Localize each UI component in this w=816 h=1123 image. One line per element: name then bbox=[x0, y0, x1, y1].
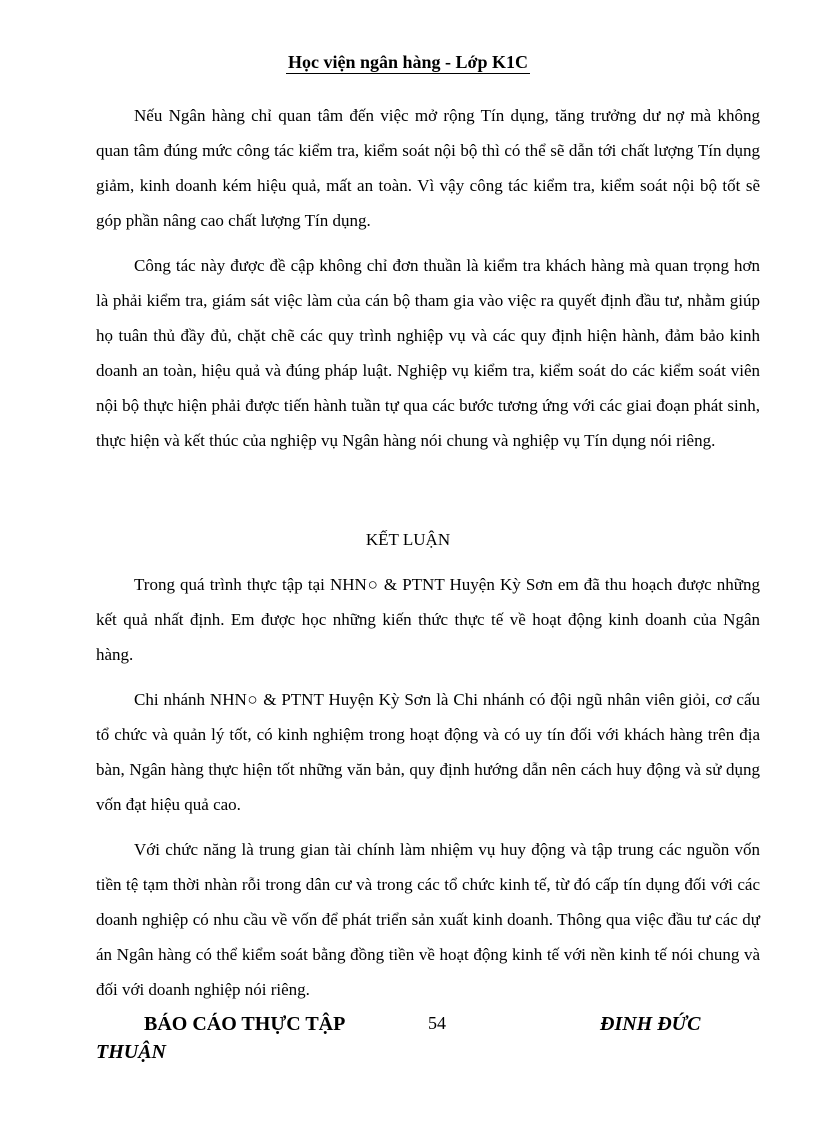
footer-report-label: BÁO CÁO THỰC TẬP bbox=[144, 1013, 346, 1035]
conclusion-section bbox=[96, 567, 760, 1007]
footer-author-name-continued: THUẬN bbox=[96, 1041, 166, 1063]
page-footer bbox=[96, 1013, 760, 1073]
conclusion-heading: KẾT LUẬN bbox=[365, 530, 451, 549]
footer-author-name: ĐINH ĐỨC bbox=[600, 1013, 701, 1035]
header-title: Học viện ngân hàng - Lớp K1C bbox=[287, 52, 528, 72]
conclusion-paragraph-3: Với chức năng là trung gian tài chính làm nhiệm vụ huy động và tập trung các nguồn vốn tiền tệ tạm thời nhàn rỗi trong dân cư và trong các tổ chức kinh tế, từ đó cấp tín dụng đối với các doanh nghiệp có nhu cầu về vốn để phát triển sản xuất kinh doanh. Thông qua việc đầu tư các dự án Ngân hàng có thể kiểm soát bằng đồng tiền về hoạt động kinh tế với nền kinh tế nói chung và đối với doanh nghiệp nói riêng. bbox=[96, 840, 760, 999]
paragraph-2: Công tác này được đề cập không chỉ đơn thuần là kiểm tra khách hàng mà quan trọng hơn là phải kiểm tra, giám sát việc làm của cán bộ tham gia vào việc ra quyết định đầu tư, nhằm giúp họ tuân thủ đầy đủ, chặt chẽ các quy trình nghiệp vụ và các quy định hiện hành, đảm bảo kinh doanh an toàn, hiệu quả và đúng pháp luật. Nghiệp vụ kiểm tra, kiểm soát do các kiểm soát viên nội bộ thực hiện phải được tiến hành tuần tự qua các bước tương ứng với các giai đoạn phát sinh, thực hiện và kết thúc của nghiệp vụ Ngân hàng nói chung và nghiệp vụ Tín dụng nói riêng. bbox=[96, 256, 760, 450]
page-header bbox=[0, 52, 816, 73]
paragraph-1: Nếu Ngân hàng chỉ quan tâm đến việc mở rộng Tín dụng, tăng trưởng dư nợ mà không quan tâm đúng mức công tác kiểm tra, kiểm soát nội bộ thì có thể sẽ dẫn tới chất lượng Tín dụng giảm, kinh doanh kém hiệu quả, mất an toàn. Vì vậy công tác kiểm tra, kiểm soát nội bộ tốt sẽ góp phần nâng cao chất lượng Tín dụng. bbox=[96, 106, 760, 230]
page-number: 54 bbox=[428, 1013, 446, 1033]
body-section-1 bbox=[96, 98, 760, 458]
conclusion-paragraph-2: Chi nhánh NHN○ & PTNT Huyện Kỳ Sơn là Chi nhánh có đội ngũ nhân viên giỏi, cơ cấu tổ chức và quản lý tốt, có kinh nghiệm trong hoạt động và có uy tín đối với khách hàng trên địa bàn, Ngân hàng thực hiện tốt những văn bản, quy định hướng dẫn nên cách huy động và sử dụng vốn đạt hiệu quả cao. bbox=[96, 690, 760, 814]
conclusion-paragraph-1: Trong quá trình thực tập tại NHN○ & PTNT Huyện Kỳ Sơn em đã thu hoạch được những kết quả nhất định. Em được học những kiến thức thực tế về hoạt động kinh doanh của Ngân hàng. bbox=[96, 575, 760, 664]
